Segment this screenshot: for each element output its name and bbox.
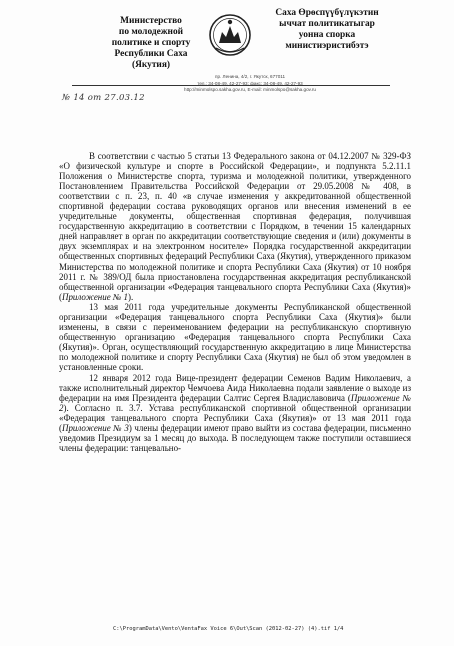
paragraph-text: ) члены федерации имеют право выйти из состава федерации, письменно уведомив Президиум за 1 месяц до выхода. В последующем также поступили оставшиеся члены федерации: танцевально- bbox=[59, 423, 411, 454]
body-paragraph bbox=[59, 373, 411, 453]
paragraph-text: В соответствии с частью 5 статьи 13 Федерального закона от 04.12.2007 № 329-ФЗ «О физической культуре и спорте в Российской Федерации», и подпункта 5.2.11.1 Положения о Министерстве спорта, туризма и молодежной политики, утвержденного Постановлением Правительства Российской Федерации от 29.05.2008 № 408, в соответствии с п. 23, п. 40 «в случае изменения у аккредитованной общественной спортивной федерации состава руководящих органов или внесения изменений в ее учредительные документы, общественная спортивная федерация, получившая государственную аккредитацию в соответствии с Порядком, в течении 15 календарных дней направляет в орган по аккредитации соответствующие сведения и (или) документы в двух экземплярах и на электронном носителе» Порядка государственной аккредитации общественных спортивных федераций Республики Саха (Якутия), утвержденного приказом Министерства по молодежной политике и спорта Республики Саха (Якутия) от 10 ноября 2011 г. № 389/ОД была приостановлена государственная аккредитация республиканской общественной организации «Федерация танцевального спорта Республики Саха (Якутия)» ( bbox=[59, 151, 411, 302]
sakha-coat-of-arms-icon bbox=[208, 10, 252, 60]
appendix-reference: Приложение № 2 bbox=[59, 393, 411, 414]
ministry-name-line: Саха Өрөспүүбүлүкэтин bbox=[275, 8, 379, 18]
ministry-name-line: ыччат политикатыгар bbox=[279, 19, 375, 29]
letter-body bbox=[59, 151, 411, 453]
paragraph-text: 12 января 2012 года Вице-президент федерации Семенов Вадим Николаевич, а также исполнительный директор Чемчоева Аида Николаевна подали заявление о выходе из федерации на имя Президента федерации Салтис Сергея Владиславовича ( bbox=[59, 373, 411, 404]
paragraph-text: ). bbox=[128, 291, 134, 302]
ministry-name-line: Республики Саха (Якутия) bbox=[114, 49, 188, 70]
address-line: тел.: 34-08-49, 42-27-93; факс: 34-08-49, 42-27-93 bbox=[197, 80, 303, 86]
letterhead-address bbox=[120, 74, 380, 94]
body-paragraph bbox=[59, 151, 411, 302]
paragraph-text: ). Согласно п. 3.7. Устава республиканской спортивной общественной организации «Федерация танцевального спорта Республики Саха (Якутия)» от 13 мая 2011 года ( bbox=[59, 403, 411, 434]
address-line: пр. Ленина, 4/2, г. Якутск, 677011 bbox=[214, 74, 286, 79]
ministry-name-russian bbox=[96, 16, 206, 71]
ministry-name-yakut bbox=[262, 8, 392, 52]
ministry-name-line: министиэристибэтэ bbox=[285, 41, 369, 51]
body-paragraph bbox=[59, 302, 411, 372]
address-line: http://minmolspo.sakha.gov.ru, E-mail: minmolspo@sakha.gov.ru bbox=[184, 87, 316, 92]
fax-footer-path: C:\ProgramData\Vento\VentaFax Voice 6\Out\Scan (2012-02-27) (4).tif 1/4 bbox=[113, 626, 344, 632]
ministry-name-line: Министерство bbox=[120, 16, 182, 26]
handwritten-reference: № 14 от 27.03.12 bbox=[62, 93, 145, 103]
ministry-name-line: политике и спорту bbox=[111, 38, 191, 48]
appendix-reference: Приложение № 1 bbox=[61, 291, 129, 302]
paragraph-text: 13 мая 2011 года учредительные документы Республиканской общественной организации «Федерация танцевального спорта Республики Саха (Якутия)» были изменены, в связи с переименованием федерации на республиканскую спортивную общественную организацию «Федерация танцевального спорта Республики Саха (Якутия)». Орган, осуществляющий государственную аккредитацию в лице Министерства по молодежной политике и спорту Республики Саха (Якутия) не был об этом уведомлен в установленные сроки. bbox=[59, 302, 411, 373]
ministry-name-line: уонна спорка bbox=[298, 30, 356, 40]
letterhead-divider bbox=[72, 85, 390, 86]
appendix-reference: Приложение № 3 bbox=[61, 423, 129, 434]
ministry-name-line: по молодежной bbox=[118, 27, 184, 37]
